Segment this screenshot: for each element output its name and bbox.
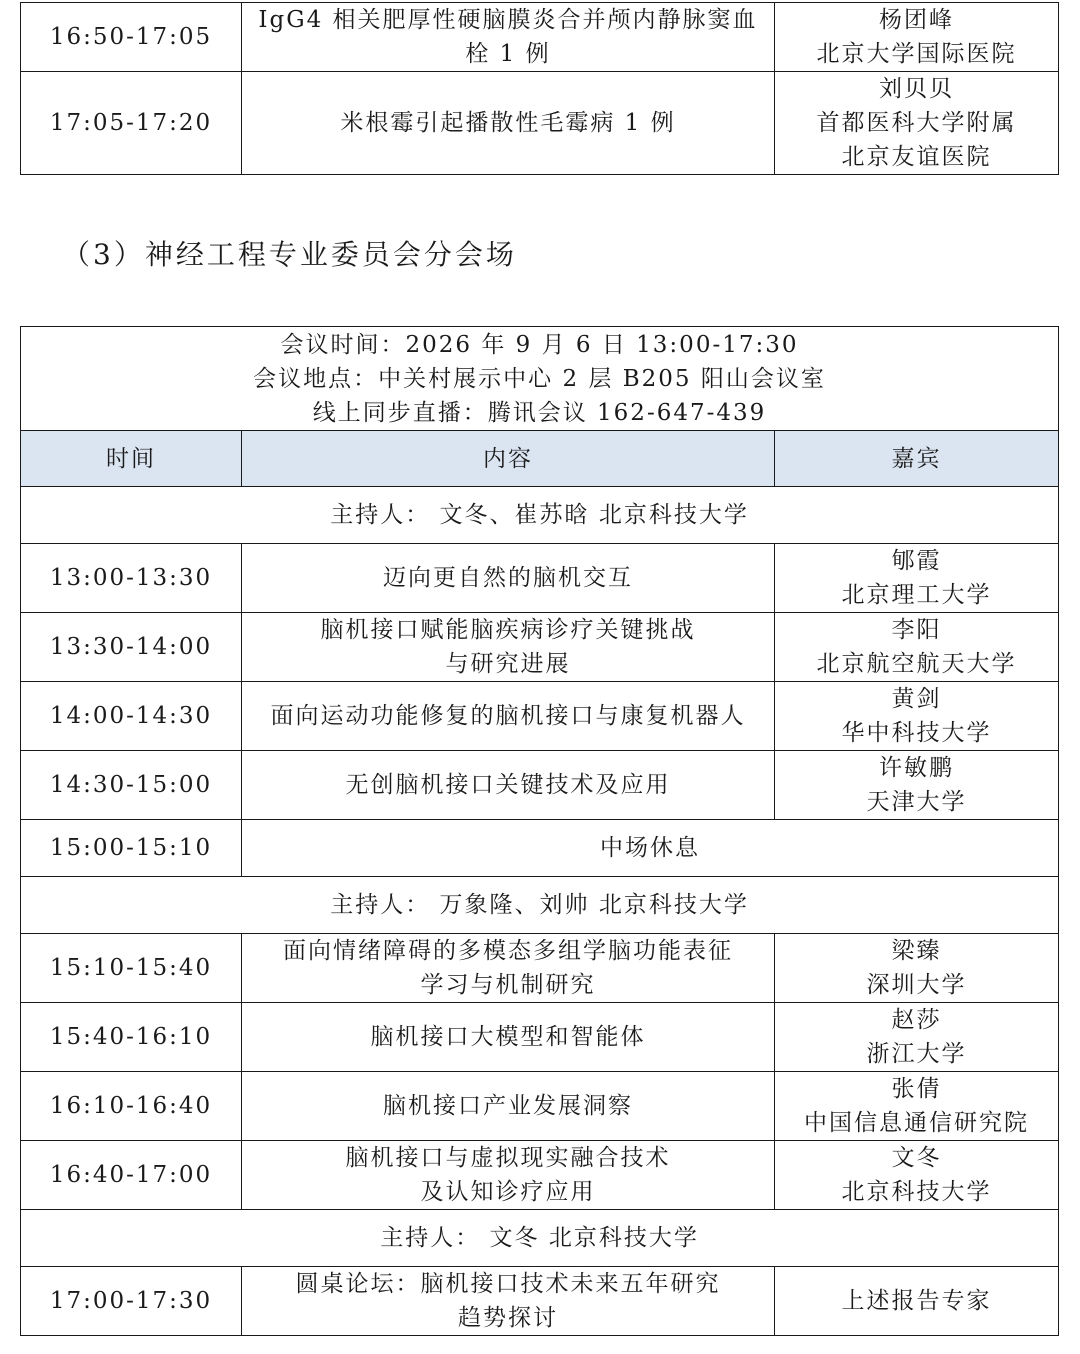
table-row (21, 934, 1059, 1003)
table-row (21, 1141, 1059, 1210)
time-cell: 14:00-14:30 (21, 682, 242, 751)
content-cell (242, 751, 775, 820)
speaker-affiliation: 华中科技大学 (841, 720, 992, 746)
speaker-cell (775, 1267, 1059, 1336)
speaker-cell (775, 934, 1059, 1003)
speaker-cell (775, 1072, 1059, 1141)
time-cell: 15:00-15:10 (21, 820, 242, 877)
table-row (21, 1072, 1059, 1141)
content-line: 圆桌论坛：脑机接口技术未来五年研究 (295, 1271, 721, 1297)
speaker-name: 赵莎 (891, 1007, 942, 1033)
speaker-affiliation: 北京航空航天大学 (816, 651, 1017, 677)
content-line: 脑机接口产业发展洞察 (383, 1093, 633, 1119)
table-row (21, 1003, 1059, 1072)
content-cell (242, 1267, 775, 1336)
table-row (21, 3, 1059, 72)
speaker-cell (775, 682, 1059, 751)
time-cell: 13:00-13:30 (21, 544, 242, 613)
speaker-name: 上述报告专家 (841, 1288, 992, 1314)
speaker-affiliation: 北京理工大学 (841, 582, 992, 608)
content-line: 脑机接口赋能脑疾病诊疗关键挑战 (320, 617, 696, 643)
time-cell: 16:40-17:00 (21, 1141, 242, 1210)
content-cell (242, 682, 775, 751)
speaker-cell (775, 72, 1059, 175)
host-row (21, 487, 1059, 544)
header-time: 时间 (21, 431, 242, 487)
speaker-affiliation: 天津大学 (866, 789, 967, 815)
table-row (21, 1267, 1059, 1336)
content-line: 栓 1 例 (465, 41, 551, 67)
previous-schedule-table (20, 2, 1059, 175)
meeting-location: 会议地点：中关村展示中心 2 层 B205 阳山会议室 (253, 365, 826, 392)
speaker-name: 张倩 (891, 1076, 942, 1102)
speaker-name: 李阳 (891, 617, 942, 643)
content-cell (242, 934, 775, 1003)
content-line: 无创脑机接口关键技术及应用 (345, 772, 671, 798)
speaker-name: 杨团峰 (879, 7, 954, 33)
time-cell: 16:50-17:05 (21, 3, 242, 72)
host-row (21, 877, 1059, 934)
host-cell: 主持人： 文冬、崔苏晗 北京科技大学 (21, 487, 1059, 544)
meeting-online: 线上同步直播：腾讯会议 162-647-439 (312, 399, 767, 426)
content-cell (242, 1003, 775, 1072)
table-row (21, 682, 1059, 751)
content-line: 面向运动功能修复的脑机接口与康复机器人 (270, 703, 746, 729)
section-title: （3）神经工程专业委员会分会场 (62, 238, 517, 271)
speaker-cell (775, 1141, 1059, 1210)
content-cell (242, 72, 775, 175)
table-row (21, 72, 1059, 175)
speaker-cell (775, 613, 1059, 682)
speaker-affiliation: 北京友谊医院 (841, 144, 992, 170)
content-line: 面向情绪障碍的多模态多组学脑功能表征 (283, 938, 733, 964)
table-row (21, 751, 1059, 820)
table-row (21, 544, 1059, 613)
content-cell (242, 1072, 775, 1141)
speaker-cell (775, 3, 1059, 72)
time-cell: 15:40-16:10 (21, 1003, 242, 1072)
time-cell: 14:30-15:00 (21, 751, 242, 820)
meeting-info-row (21, 327, 1059, 431)
table-row (21, 613, 1059, 682)
content-cell (242, 613, 775, 682)
speaker-name: 许敏鹏 (879, 755, 955, 781)
content-cell (242, 1141, 775, 1210)
speaker-cell (775, 751, 1059, 820)
content-line: 脑机接口与虚拟现实融合技术 (345, 1145, 671, 1171)
time-cell: 17:05-17:20 (21, 72, 242, 175)
content-line: 与研究进展 (445, 651, 571, 677)
time-cell: 15:10-15:40 (21, 934, 242, 1003)
speaker-name: 文冬 (891, 1145, 942, 1171)
break-row (21, 820, 1059, 877)
speaker-affiliation: 北京科技大学 (841, 1179, 992, 1205)
content-cell (242, 544, 775, 613)
time-cell: 16:10-16:40 (21, 1072, 242, 1141)
content-line: 及认知诊疗应用 (420, 1179, 596, 1205)
time-cell: 17:00-17:30 (21, 1267, 242, 1336)
break-cell: 中场休息 (242, 820, 1059, 877)
meeting-info-cell (21, 327, 1059, 431)
schedule-table (20, 326, 1059, 1336)
speaker-cell (775, 1003, 1059, 1072)
host-cell: 主持人： 文冬 北京科技大学 (21, 1210, 1059, 1267)
speaker-name: 梁臻 (891, 938, 942, 964)
content-line: 脑机接口大模型和智能体 (370, 1024, 646, 1050)
speaker-name: 郇霞 (891, 548, 942, 574)
content-line: 米根霉引起播散性毛霉病 1 例 (340, 110, 676, 136)
time-cell: 13:30-14:00 (21, 613, 242, 682)
speaker-cell (775, 544, 1059, 613)
content-line: IgG4 相关肥厚性硬脑膜炎合并颅内静脉窦血 (258, 7, 758, 33)
content-line: 趋势探讨 (458, 1305, 558, 1331)
header-content: 内容 (242, 431, 775, 487)
speaker-affiliation: 首都医科大学附属 (816, 110, 1017, 136)
host-row (21, 1210, 1059, 1267)
speaker-name: 刘贝贝 (879, 76, 954, 102)
speaker-name: 黄剑 (891, 686, 942, 712)
speaker-affiliation: 深圳大学 (866, 972, 967, 998)
content-line: 学习与机制研究 (420, 972, 596, 998)
speaker-affiliation: 中国信息通信研究院 (804, 1110, 1030, 1136)
meeting-time: 会议时间：2026 年 9 月 6 日 13:00-17:30 (280, 331, 799, 358)
speaker-affiliation: 浙江大学 (866, 1041, 967, 1067)
content-cell (242, 3, 775, 72)
header-row (21, 431, 1059, 487)
host-cell: 主持人： 万象隆、刘帅 北京科技大学 (21, 877, 1059, 934)
speaker-affiliation: 北京大学国际医院 (816, 41, 1017, 67)
content-line: 迈向更自然的脑机交互 (383, 565, 633, 591)
header-speaker: 嘉宾 (775, 431, 1059, 487)
